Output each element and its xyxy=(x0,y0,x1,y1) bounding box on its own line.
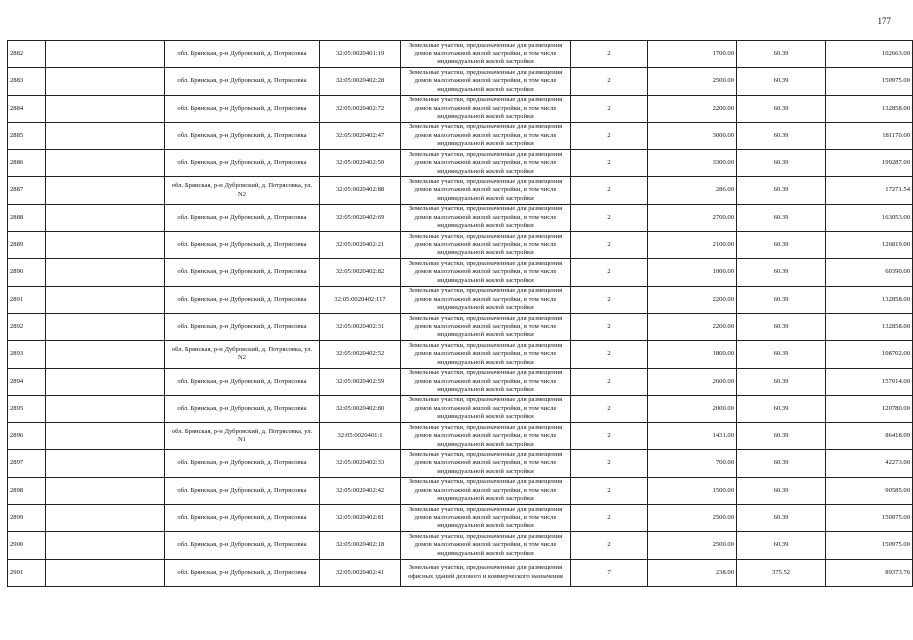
cadastral-number-cell: 32:05:0020402:31 xyxy=(320,313,401,340)
row-number: 2900 xyxy=(8,532,46,559)
cadastral-number-cell: 32:05:0020402:69 xyxy=(320,204,401,231)
cadastral-value-cell: 132858.00 xyxy=(826,313,913,340)
row-number: 2883 xyxy=(8,68,46,95)
category-cell: 2 xyxy=(571,423,648,450)
rate-cell: 60.39 xyxy=(737,341,826,368)
category-cell: 2 xyxy=(571,368,648,395)
row-number: 2893 xyxy=(8,341,46,368)
cadastral-value-cell: 108702.00 xyxy=(826,341,913,368)
row-number: 2891 xyxy=(8,286,46,313)
address-cell: обл. Брянская, р-н Дубровский, д. Потрясовка xyxy=(165,313,320,340)
table-row xyxy=(8,395,913,422)
table-row xyxy=(8,150,913,177)
blank-cell xyxy=(46,286,165,313)
cadastral-number-cell: 32:05:0020402:117 xyxy=(320,286,401,313)
land-use-cell: Земельные участки, предназначенные для размещения домов малоэтажной жилой застройки, в том числе индивидуальной жилой застройки xyxy=(401,450,571,477)
rate-cell: 60.39 xyxy=(737,505,826,532)
area-cell: 700.00 xyxy=(648,450,737,477)
cadastral-number-cell: 32:05:0020402:42 xyxy=(320,477,401,504)
area-cell: 2100.00 xyxy=(648,232,737,259)
land-use-cell: Земельные участки, предназначенные для размещения домов малоэтажной жилой застройки, в том числе индивидуальной жилой застройки xyxy=(401,423,571,450)
address-cell: обл. Брянская, р-н Дубровский, д. Потрясовка, ул. N2 xyxy=(165,341,320,368)
row-number: 2890 xyxy=(8,259,46,286)
area-cell: 2500.00 xyxy=(648,532,737,559)
cadastral-value-cell: 157014.00 xyxy=(826,368,913,395)
land-use-cell: Земельные участки, предназначенные для размещения домов малоэтажной жилой застройки, в том числе индивидуальной жилой застройки xyxy=(401,41,571,68)
area-cell: 286.00 xyxy=(648,177,737,204)
blank-cell xyxy=(46,259,165,286)
area-cell: 2200.00 xyxy=(648,313,737,340)
address-cell: обл. Брянская, р-н Дубровский, д. Потрясовка xyxy=(165,450,320,477)
cadastral-value-cell: 199287.00 xyxy=(826,150,913,177)
land-use-cell: Земельные участки, предназначенные для размещения домов малоэтажной жилой застройки, в том числе индивидуальной жилой застройки xyxy=(401,286,571,313)
blank-cell xyxy=(46,450,165,477)
rate-cell: 60.39 xyxy=(737,286,826,313)
cadastral-number-cell: 32:05:0020402:41 xyxy=(320,559,401,586)
table-row xyxy=(8,204,913,231)
row-number: 2895 xyxy=(8,395,46,422)
cadastral-number-cell: 32:05:0020402:50 xyxy=(320,150,401,177)
cadastral-value-cell: 181170.00 xyxy=(826,122,913,149)
rate-cell: 60.39 xyxy=(737,259,826,286)
cadastral-value-cell: 150975.00 xyxy=(826,505,913,532)
blank-cell xyxy=(46,477,165,504)
category-cell: 2 xyxy=(571,150,648,177)
area-cell: 2500.00 xyxy=(648,68,737,95)
cadastral-value-cell: 150975.00 xyxy=(826,532,913,559)
rate-cell: 60.39 xyxy=(737,232,826,259)
address-cell: обл. Брянская, р-н Дубровский, д. Потрясовка xyxy=(165,68,320,95)
address-cell: обл. Брянская, р-н Дубровский, д. Потрясовка xyxy=(165,204,320,231)
row-number: 2899 xyxy=(8,505,46,532)
address-cell: обл. Брянская, р-н Дубровский, д. Потрясовка xyxy=(165,559,320,586)
address-cell: обл. Брянская, р-н Дубровский, д. Потрясовка xyxy=(165,232,320,259)
area-cell: 3000.00 xyxy=(648,122,737,149)
row-number: 2882 xyxy=(8,41,46,68)
category-cell: 2 xyxy=(571,259,648,286)
cadastral-value-cell: 60390.00 xyxy=(826,259,913,286)
blank-cell xyxy=(46,95,165,122)
category-cell: 2 xyxy=(571,341,648,368)
land-use-cell: Земельные участки, предназначенные для размещения домов малоэтажной жилой застройки, в том числе индивидуальной жилой застройки xyxy=(401,122,571,149)
table-row xyxy=(8,232,913,259)
rate-cell: 60.39 xyxy=(737,313,826,340)
cadastral-value-cell: 132858.00 xyxy=(826,95,913,122)
rate-cell: 60.39 xyxy=(737,450,826,477)
rate-cell: 60.39 xyxy=(737,122,826,149)
address-cell: обл. Брянская, р-н Дубровский, д. Потрясовка xyxy=(165,150,320,177)
row-number: 2887 xyxy=(8,177,46,204)
rate-cell: 60.39 xyxy=(737,395,826,422)
rate-cell: 60.39 xyxy=(737,41,826,68)
blank-cell xyxy=(46,150,165,177)
table-row xyxy=(8,122,913,149)
row-number: 2889 xyxy=(8,232,46,259)
category-cell: 2 xyxy=(571,532,648,559)
address-cell: обл. Брянская, р-н Дубровский, д. Потрясовка xyxy=(165,95,320,122)
land-use-cell: Земельные участки, предназначенные для размещения домов малоэтажной жилой застройки, в том числе индивидуальной жилой застройки xyxy=(401,395,571,422)
cadastral-number-cell: 32:05:0020402:82 xyxy=(320,259,401,286)
land-use-cell: Земельные участки, предназначенные для размещения домов малоэтажной жилой застройки, в том числе индивидуальной жилой застройки xyxy=(401,95,571,122)
table-row xyxy=(8,532,913,559)
cadastral-number-cell: 32:05:0020402:21 xyxy=(320,232,401,259)
area-cell: 3300.00 xyxy=(648,150,737,177)
table-row xyxy=(8,341,913,368)
cadastral-number-cell: 32:05:0020402:88 xyxy=(320,177,401,204)
land-use-cell: Земельные участки, предназначенные для размещения домов малоэтажной жилой застройки, в том числе индивидуальной жилой застройки xyxy=(401,232,571,259)
category-cell: 2 xyxy=(571,41,648,68)
row-number: 2886 xyxy=(8,150,46,177)
category-cell: 2 xyxy=(571,313,648,340)
land-use-cell: Земельные участки, предназначенные для размещения домов малоэтажной жилой застройки, в том числе индивидуальной жилой застройки xyxy=(401,150,571,177)
category-cell: 2 xyxy=(571,122,648,149)
rate-cell: 60.39 xyxy=(737,423,826,450)
area-cell: 2200.00 xyxy=(648,286,737,313)
address-cell: обл. Брянская, р-н Дубровский, д. Потрясовка, ул. N2 xyxy=(165,177,320,204)
blank-cell xyxy=(46,423,165,450)
table-row xyxy=(8,41,913,68)
row-number: 2892 xyxy=(8,313,46,340)
area-cell: 238.00 xyxy=(648,559,737,586)
category-cell: 2 xyxy=(571,95,648,122)
address-cell: обл. Брянская, р-н Дубровский, д. Потрясовка xyxy=(165,395,320,422)
cadastral-number-cell: 32:05:0020402:28 xyxy=(320,68,401,95)
land-use-cell: Земельные участки, предназначенные для размещения домов малоэтажной жилой застройки, в том числе индивидуальной жилой застройки xyxy=(401,204,571,231)
row-number: 2897 xyxy=(8,450,46,477)
cadastral-number-cell: 32:05:0020401:1 xyxy=(320,423,401,450)
address-cell: обл. Брянская, р-н Дубровский, д. Потрясовка, ул. N1 xyxy=(165,423,320,450)
address-cell: обл. Брянская, р-н Дубровский, д. Потрясовка xyxy=(165,122,320,149)
cadastral-value-cell: 89373.76 xyxy=(826,559,913,586)
cadastral-value-cell: 120780.00 xyxy=(826,395,913,422)
rate-cell: 60.39 xyxy=(737,532,826,559)
table-row xyxy=(8,423,913,450)
cadastral-value-cell: 90585.00 xyxy=(826,477,913,504)
land-use-cell: Земельные участки, предназначенные для размещения домов малоэтажной жилой застройки, в том числе индивидуальной жилой застройки xyxy=(401,477,571,504)
area-cell: 1800.00 xyxy=(648,341,737,368)
rate-cell: 60.39 xyxy=(737,204,826,231)
land-use-cell: Земельные участки, предназначенные для размещения домов малоэтажной жилой застройки, в том числе индивидуальной жилой застройки xyxy=(401,505,571,532)
land-use-cell: Земельные участки, предназначенные для размещения домов малоэтажной жилой застройки, в том числе индивидуальной жилой застройки xyxy=(401,259,571,286)
cadastral-value-cell: 163053.00 xyxy=(826,204,913,231)
cadastral-value-cell: 132858.00 xyxy=(826,286,913,313)
category-cell: 2 xyxy=(571,450,648,477)
cadastral-number-cell: 32:05:0020402:18 xyxy=(320,532,401,559)
blank-cell xyxy=(46,313,165,340)
row-number: 2898 xyxy=(8,477,46,504)
table-row xyxy=(8,505,913,532)
cadastral-value-cell: 42273.00 xyxy=(826,450,913,477)
table-row xyxy=(8,286,913,313)
rate-cell: 375.52 xyxy=(737,559,826,586)
table-row xyxy=(8,559,913,586)
category-cell: 2 xyxy=(571,477,648,504)
cadastral-number-cell: 32:05:0020402:81 xyxy=(320,505,401,532)
blank-cell xyxy=(46,122,165,149)
area-cell: 1500.00 xyxy=(648,477,737,504)
rate-cell: 60.39 xyxy=(737,150,826,177)
rate-cell: 60.39 xyxy=(737,477,826,504)
category-cell: 2 xyxy=(571,232,648,259)
address-cell: обл. Брянская, р-н Дубровский, д. Потрясовка xyxy=(165,259,320,286)
blank-cell xyxy=(46,395,165,422)
blank-cell xyxy=(46,505,165,532)
area-cell: 2600.00 xyxy=(648,368,737,395)
cadastral-value-cell: 102663.00 xyxy=(826,41,913,68)
blank-cell xyxy=(46,68,165,95)
blank-cell xyxy=(46,532,165,559)
table-body xyxy=(8,41,913,587)
row-number: 2894 xyxy=(8,368,46,395)
rate-cell: 60.39 xyxy=(737,68,826,95)
row-number: 2885 xyxy=(8,122,46,149)
area-cell: 1700.00 xyxy=(648,41,737,68)
table-row xyxy=(8,313,913,340)
blank-cell xyxy=(46,41,165,68)
table-row xyxy=(8,68,913,95)
rate-cell: 60.39 xyxy=(737,368,826,395)
category-cell: 2 xyxy=(571,505,648,532)
table-row xyxy=(8,177,913,204)
area-cell: 2000.00 xyxy=(648,395,737,422)
cadastral-number-cell: 32:05:0020402:80 xyxy=(320,395,401,422)
rate-cell: 60.39 xyxy=(737,95,826,122)
land-registry-table xyxy=(7,40,913,587)
address-cell: обл. Брянская, р-н Дубровский, д. Потрясовка xyxy=(165,286,320,313)
area-cell: 2200.00 xyxy=(648,95,737,122)
blank-cell xyxy=(46,177,165,204)
cadastral-value-cell: 150975.00 xyxy=(826,68,913,95)
row-number: 2901 xyxy=(8,559,46,586)
land-use-cell: Земельные участки, предназначенные для размещения домов малоэтажной жилой застройки, в том числе индивидуальной жилой застройки xyxy=(401,68,571,95)
cadastral-number-cell: 32:05:0020402:59 xyxy=(320,368,401,395)
address-cell: обл. Брянская, р-н Дубровский, д. Потрясовка xyxy=(165,532,320,559)
page-number: 177 xyxy=(877,16,891,26)
area-cell: 2500.00 xyxy=(648,505,737,532)
table-row xyxy=(8,368,913,395)
address-cell: обл. Брянская, р-н Дубровский, д. Потрясовка xyxy=(165,41,320,68)
address-cell: обл. Брянская, р-н Дубровский, д. Потрясовка xyxy=(165,368,320,395)
rate-cell: 60.39 xyxy=(737,177,826,204)
category-cell: 7 xyxy=(571,559,648,586)
cadastral-value-cell: 17271.54 xyxy=(826,177,913,204)
table-row xyxy=(8,259,913,286)
land-use-cell: Земельные участки, предназначенные для размещения домов малоэтажной жилой застройки, в том числе индивидуальной жилой застройки xyxy=(401,313,571,340)
category-cell: 2 xyxy=(571,204,648,231)
cadastral-number-cell: 32:05:0020401:19 xyxy=(320,41,401,68)
category-cell: 2 xyxy=(571,68,648,95)
cadastral-value-cell: 86418.09 xyxy=(826,423,913,450)
land-use-cell: Земельные участки, предназначенные для размещения домов малоэтажной жилой застройки, в том числе индивидуальной жилой застройки xyxy=(401,532,571,559)
area-cell: 1000.00 xyxy=(648,259,737,286)
land-use-cell: Земельные участки, предназначенные для размещения офисных зданий делового и коммерческого назначения xyxy=(401,559,571,586)
table-row xyxy=(8,477,913,504)
blank-cell xyxy=(46,559,165,586)
cadastral-number-cell: 32:05:0020402:47 xyxy=(320,122,401,149)
area-cell: 2700.00 xyxy=(648,204,737,231)
table-row xyxy=(8,95,913,122)
table-row xyxy=(8,450,913,477)
cadastral-number-cell: 32:05:0020402:52 xyxy=(320,341,401,368)
land-use-cell: Земельные участки, предназначенные для размещения домов малоэтажной жилой застройки, в том числе индивидуальной жилой застройки xyxy=(401,368,571,395)
cadastral-number-cell: 32:05:0020402:72 xyxy=(320,95,401,122)
row-number: 2884 xyxy=(8,95,46,122)
cadastral-value-cell: 126819.00 xyxy=(826,232,913,259)
category-cell: 2 xyxy=(571,286,648,313)
blank-cell xyxy=(46,232,165,259)
row-number: 2896 xyxy=(8,423,46,450)
blank-cell xyxy=(46,368,165,395)
category-cell: 2 xyxy=(571,395,648,422)
area-cell: 1431.00 xyxy=(648,423,737,450)
address-cell: обл. Брянская, р-н Дубровский, д. Потрясовка xyxy=(165,505,320,532)
category-cell: 2 xyxy=(571,177,648,204)
land-use-cell: Земельные участки, предназначенные для размещения домов малоэтажной жилой застройки, в том числе индивидуальной жилой застройки xyxy=(401,177,571,204)
address-cell: обл. Брянская, р-н Дубровский, д. Потрясовка xyxy=(165,477,320,504)
blank-cell xyxy=(46,204,165,231)
blank-cell xyxy=(46,341,165,368)
land-use-cell: Земельные участки, предназначенные для размещения домов малоэтажной жилой застройки, в том числе индивидуальной жилой застройки xyxy=(401,341,571,368)
row-number: 2888 xyxy=(8,204,46,231)
cadastral-number-cell: 32:05:0020402:33 xyxy=(320,450,401,477)
